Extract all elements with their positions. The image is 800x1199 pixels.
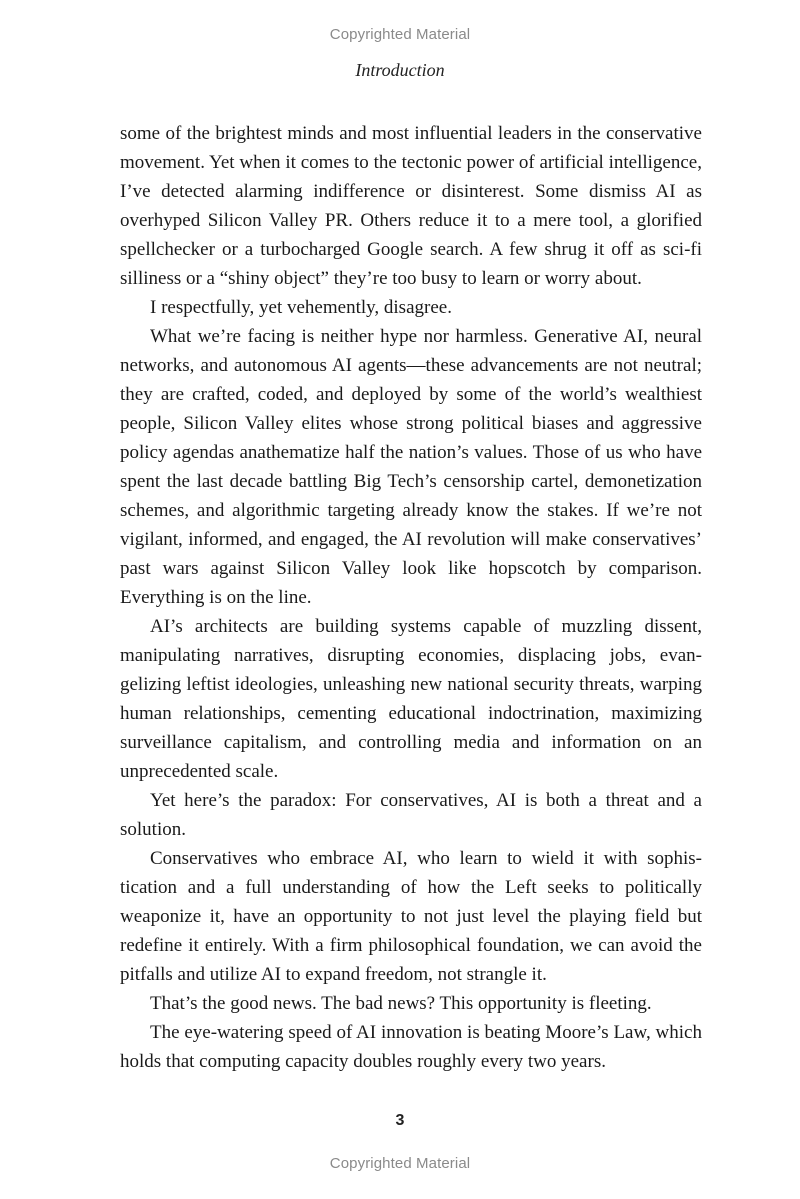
paragraph: some of the brightest minds and most influential leaders in the conservative movement. Yet when it comes to the tectonic power of artificial intelligence, I’ve detected alarming indifference or disinterest. Some dismiss AI as overhyped Silicon Valley PR. Others reduce it to a mere tool, a glorified spellchecker or a turbocharged Google search. A few shrug it off as sci-fi silliness or a “shiny object” they’re too busy to learn or worry about.: [120, 123, 702, 289]
paragraph: That’s the good news. The bad news? This opportunity is fleeting.: [150, 993, 652, 1014]
paragraph: What we’re facing is neither hype nor harmless. Generative AI, neural networks, and autonomous AI agents—these advancements are not neutral; they are crafted, coded, and deployed by some of the world’s wealthiest people, Silicon Valley elites whose strong political biases and aggressive policy agendas anathematize half the nation’s values. Those of us who have spent the last decade battling Big Tech’s censorship cartel, demonetization schemes, and algorithmic targeting already know the stakes. If we’re not vigilant, informed, and engaged, the AI revolution will make conservatives’ past wars against Silicon Valley look like hopscotch by comparison. Everything is on the line.: [120, 326, 702, 608]
page-number: 3: [395, 1112, 405, 1129]
paragraph: I respectfully, yet vehemently, disagree.: [150, 297, 452, 318]
paragraph: The eye-watering speed of AI innovation is beating Moore’s Law, which holds that computing capacity doubles roughly every two years.: [120, 1022, 702, 1072]
copyright-watermark-bottom: Copyrighted Material: [329, 1155, 471, 1172]
paragraph: Conservatives who embrace AI, who learn to wield it with sophistication and a full understanding of how the Left seeks to politically weaponize it, have an opportunity to not just level the playing field but redefine it entirely. With a firm philosophical foundation, we can avoid the pitfalls and utilize AI to expand freedom, not strangle it.: [120, 848, 702, 985]
running-head: Introduction: [355, 60, 445, 80]
copyright-watermark-top: Copyrighted Material: [329, 26, 471, 43]
paragraph: Yet here’s the paradox: For conservatives, AI is both a threat and a solution.: [120, 790, 702, 840]
paragraph: AI’s architects are building systems capable of muzzling dissent, manipulating narratives, disrupting economies, displacing jobs, evangelizing leftist ideologies, unleashing new national security threats, warping human relationships, cementing educational indoctrination, maximizing surveillance capitalism, and controlling media and information on an unprecedented scale.: [120, 616, 702, 782]
body-text: [120, 119, 702, 1076]
